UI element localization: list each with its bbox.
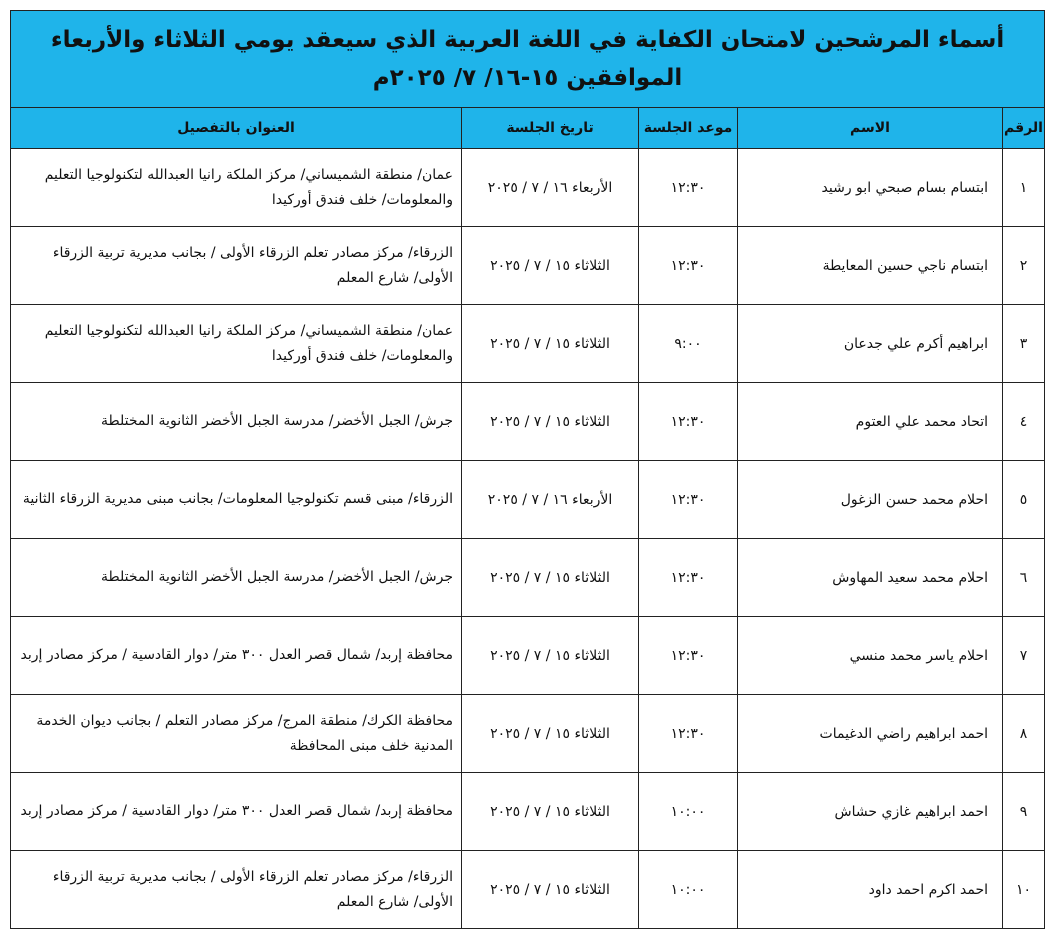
address: محافظة إربد/ شمال قصر العدل ٣٠٠ متر/ دوار القادسية / مركز مصادر إربد	[11, 617, 462, 695]
session-time: ١٢:٣٠	[639, 617, 738, 695]
session-date: الثلاثاء ١٥ / ٧ / ٢٠٢٥	[462, 617, 639, 695]
address: الزرقاء/ مركز مصادر تعلم الزرقاء الأولى / بجانب مديرية تربية الزرقاء الأولى/ شارع المعلم	[11, 851, 462, 929]
candidate-name: ابتسام ناجي حسين المعايطة	[738, 227, 1003, 305]
session-date: الثلاثاء ١٥ / ٧ / ٢٠٢٥	[462, 227, 639, 305]
header-name: الاسم	[738, 108, 1003, 149]
session-time: ١٢:٣٠	[639, 149, 738, 227]
session-date: الثلاثاء ١٥ / ٧ / ٢٠٢٥	[462, 851, 639, 929]
session-time: ١٢:٣٠	[639, 461, 738, 539]
address: محافظة الكرك/ منطقة المرج/ مركز مصادر التعلم / بجانب ديوان الخدمة المدنية خلف مبنى المحافظة	[11, 695, 462, 773]
address: جرش/ الجبل الأخضر/ مدرسة الجبل الأخضر الثانوية المختلطة	[11, 383, 462, 461]
candidate-name: ابتسام بسام صبحي ابو رشيد	[738, 149, 1003, 227]
title-line-1: أسماء المرشحين لامتحان الكفاية في اللغة العربية الذي سيعقد يومي الثلاثاء والأربعاء	[50, 27, 1005, 53]
row-number: ٧	[1003, 617, 1045, 695]
session-date: الثلاثاء ١٥ / ٧ / ٢٠٢٥	[462, 695, 639, 773]
table-row	[11, 227, 1045, 305]
candidates-document	[10, 10, 1044, 929]
session-date: الأربعاء ١٦ / ٧ / ٢٠٢٥	[462, 149, 639, 227]
candidates-table	[10, 10, 1045, 929]
address: محافظة إربد/ شمال قصر العدل ٣٠٠ متر/ دوار القادسية / مركز مصادر إربد	[11, 773, 462, 851]
candidate-name: اتحاد محمد علي العتوم	[738, 383, 1003, 461]
session-date: الثلاثاء ١٥ / ٧ / ٢٠٢٥	[462, 383, 639, 461]
candidate-name: احلام محمد حسن الزغول	[738, 461, 1003, 539]
address: الزرقاء/ مركز مصادر تعلم الزرقاء الأولى / بجانب مديرية تربية الزرقاء الأولى/ شارع المعلم	[11, 227, 462, 305]
session-time: ١٢:٣٠	[639, 383, 738, 461]
row-number: ٥	[1003, 461, 1045, 539]
candidate-name: احمد اكرم احمد داود	[738, 851, 1003, 929]
table-header-row	[11, 108, 1045, 149]
address: عمان/ منطقة الشميساني/ مركز الملكة رانيا العبدالله لتكنولوجيا التعليم والمعلومات/ خلف فندق أوركيدا	[11, 149, 462, 227]
candidate-name: ابراهيم أكرم علي جدعان	[738, 305, 1003, 383]
row-number: ٤	[1003, 383, 1045, 461]
session-time: ١٢:٣٠	[639, 539, 738, 617]
row-number: ٩	[1003, 773, 1045, 851]
address: الزرقاء/ مبنى قسم تكنولوجيا المعلومات/ بجانب مبنى مديرية الزرقاء الثانية	[11, 461, 462, 539]
row-number: ٢	[1003, 227, 1045, 305]
session-date: الثلاثاء ١٥ / ٧ / ٢٠٢٥	[462, 539, 639, 617]
table-row	[11, 617, 1045, 695]
table-row	[11, 149, 1045, 227]
candidate-name: احلام ياسر محمد منسي	[738, 617, 1003, 695]
table-row	[11, 539, 1045, 617]
table-row	[11, 461, 1045, 539]
row-number: ١٠	[1003, 851, 1045, 929]
title-line-2: الموافقين ١٥-١٦/ ٧/ ٢٠٢٥م	[372, 65, 683, 91]
table-row	[11, 383, 1045, 461]
row-number: ٣	[1003, 305, 1045, 383]
header-number: الرقم	[1003, 108, 1045, 149]
candidate-name: احمد ابراهيم راضي الدغيمات	[738, 695, 1003, 773]
address: عمان/ منطقة الشميساني/ مركز الملكة رانيا العبدالله لتكنولوجيا التعليم والمعلومات/ خلف فندق أوركيدا	[11, 305, 462, 383]
session-time: ٩:٠٠	[639, 305, 738, 383]
table-row	[11, 773, 1045, 851]
session-time: ١٢:٣٠	[639, 227, 738, 305]
session-time: ١٢:٣٠	[639, 695, 738, 773]
session-date: الثلاثاء ١٥ / ٧ / ٢٠٢٥	[462, 773, 639, 851]
table-row	[11, 305, 1045, 383]
row-number: ٨	[1003, 695, 1045, 773]
session-time: ١٠:٠٠	[639, 851, 738, 929]
row-number: ٦	[1003, 539, 1045, 617]
session-date: الأربعاء ١٦ / ٧ / ٢٠٢٥	[462, 461, 639, 539]
address: جرش/ الجبل الأخضر/ مدرسة الجبل الأخضر الثانوية المختلطة	[11, 539, 462, 617]
session-date: الثلاثاء ١٥ / ٧ / ٢٠٢٥	[462, 305, 639, 383]
session-time: ١٠:٠٠	[639, 773, 738, 851]
candidate-name: احمد ابراهيم غازي حشاش	[738, 773, 1003, 851]
row-number: ١	[1003, 149, 1045, 227]
header-session-date: تاريخ الجلسة	[462, 108, 639, 149]
document-title	[11, 11, 1045, 108]
table-row	[11, 851, 1045, 929]
candidate-name: احلام محمد سعيد المهاوش	[738, 539, 1003, 617]
header-address: العنوان بالتفصيل	[11, 108, 462, 149]
header-session-time: موعد الجلسة	[639, 108, 738, 149]
table-row	[11, 695, 1045, 773]
